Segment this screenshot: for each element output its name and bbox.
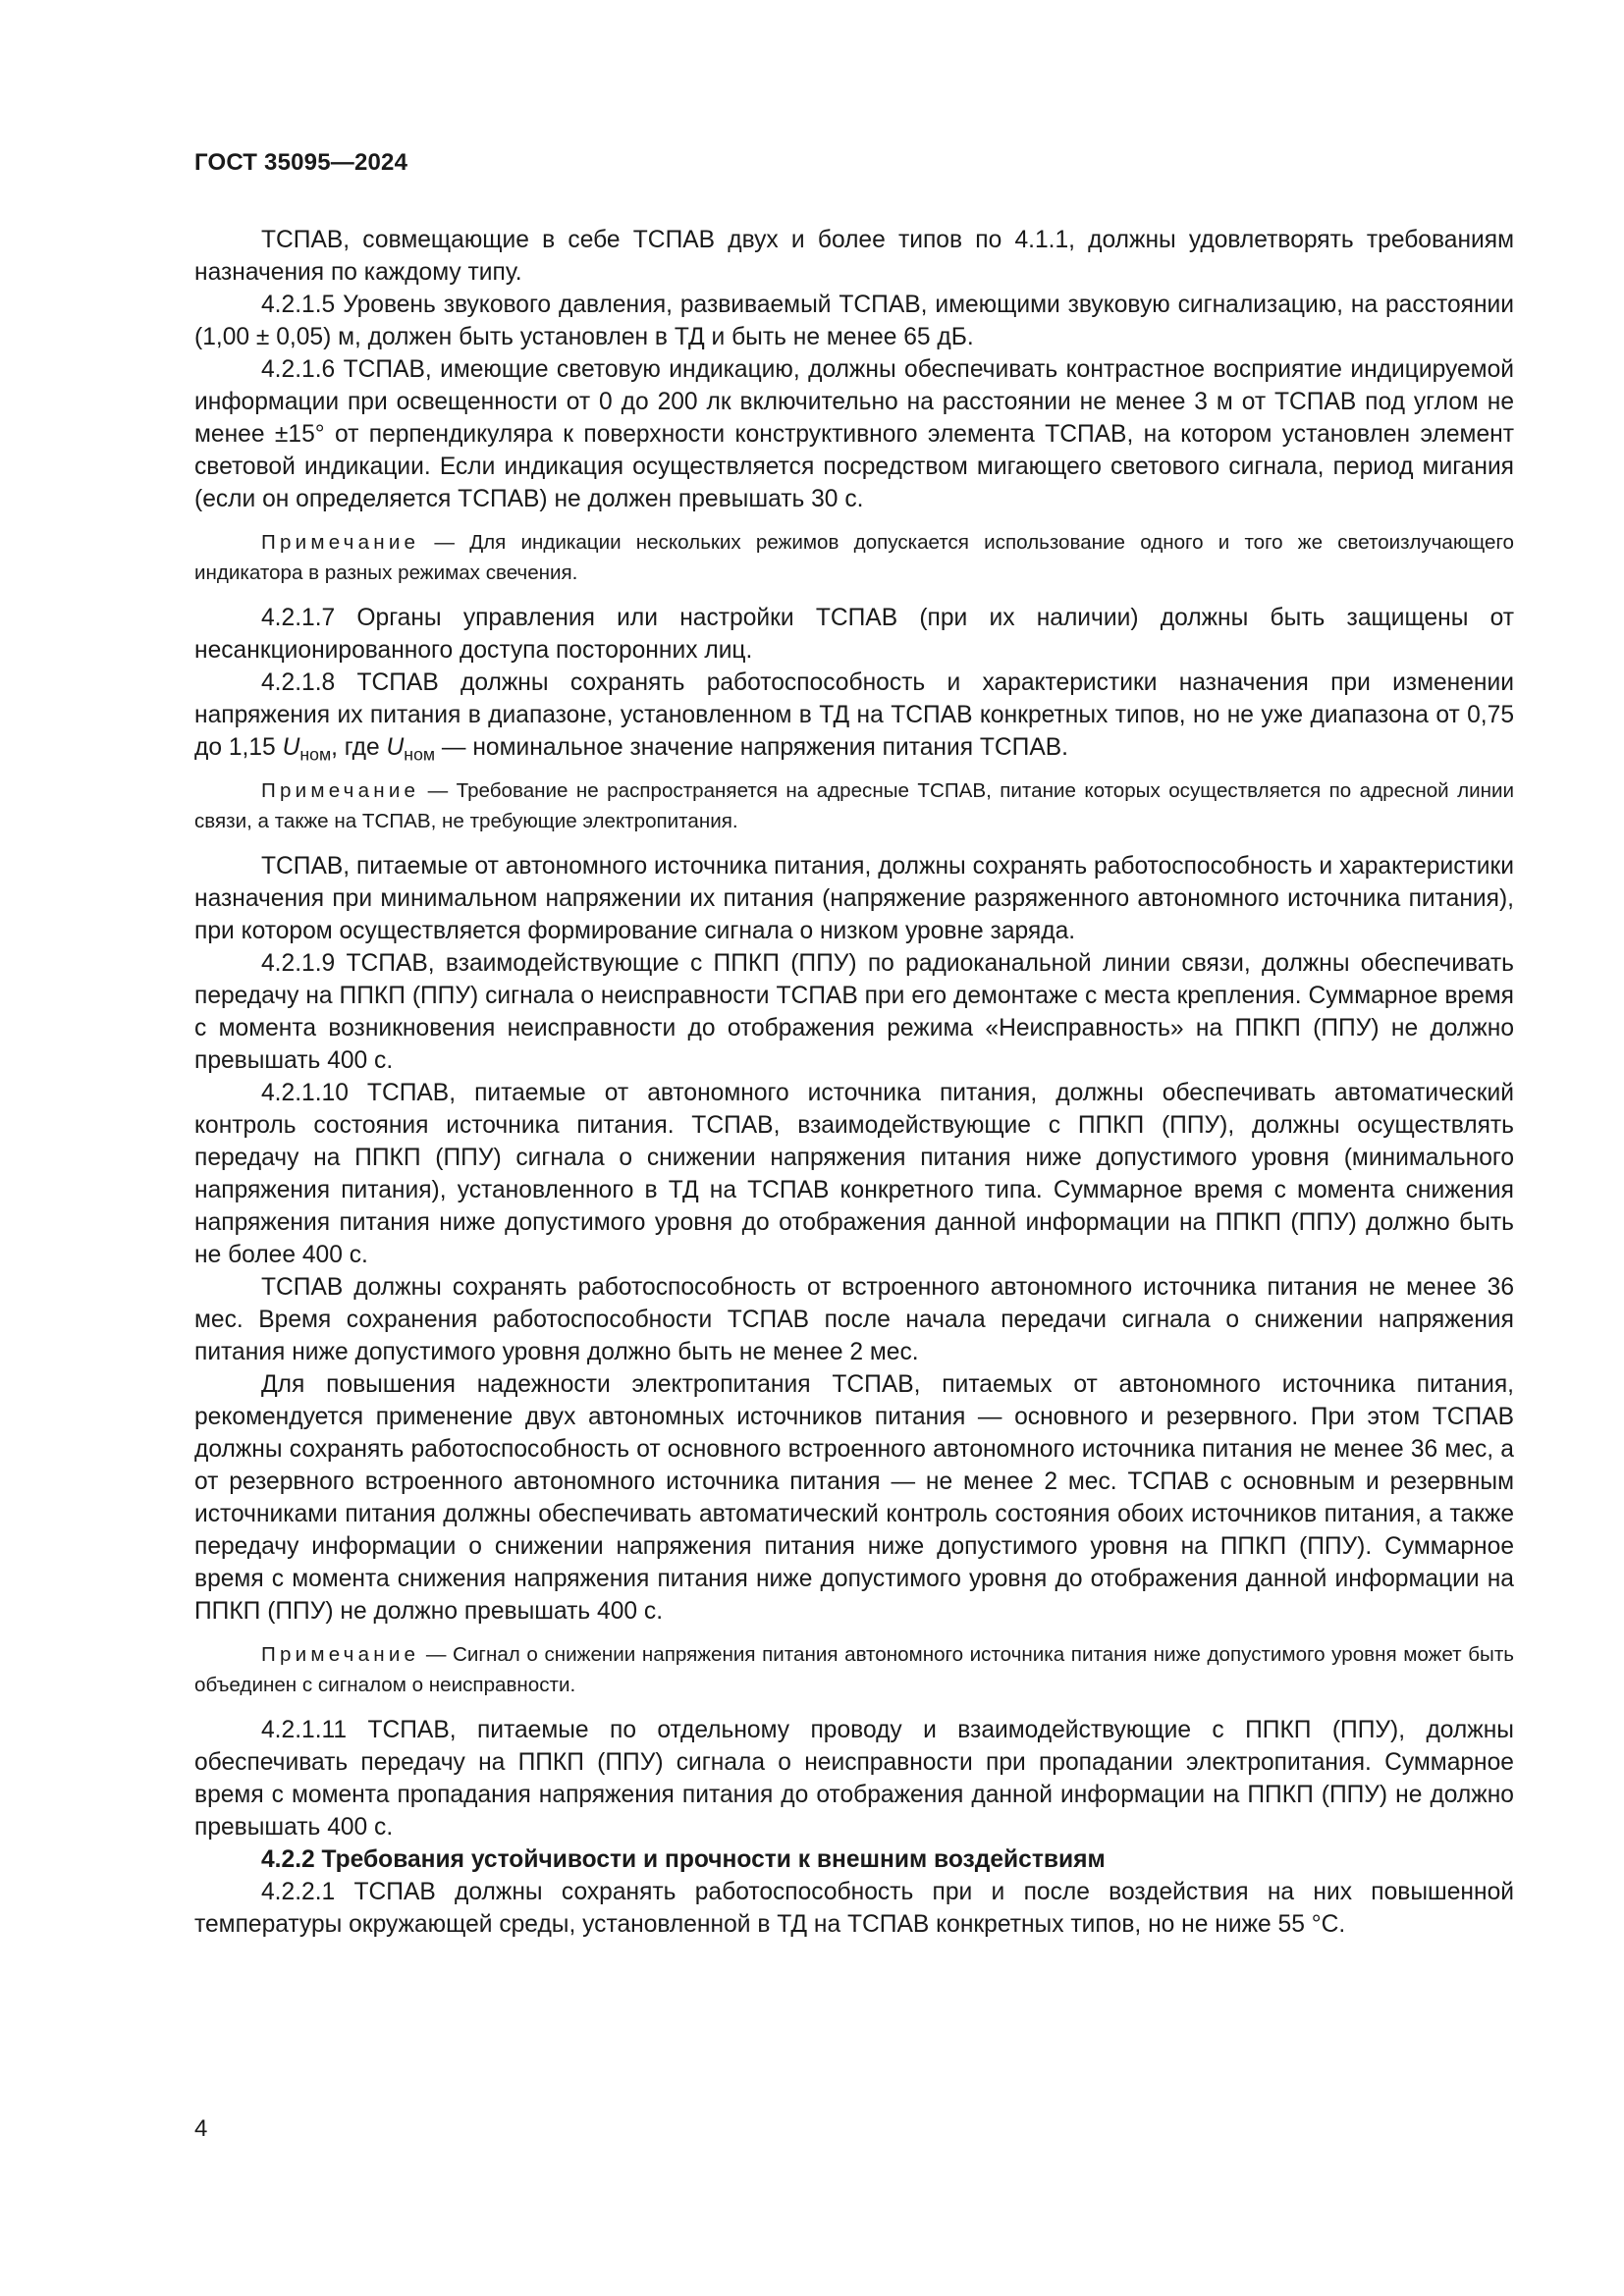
- clause-4-2-1-7: 4.2.1.7 Органы управления или настройки ТСПАВ (при их наличии) должны быть защищены от несанкционированного доступа посторонних лиц.: [194, 605, 1514, 664]
- paragraph: ТСПАВ должны сохранять работоспособность от встроенного автономного источника питания не менее 36 мес. Время сохранения работоспособности ТСПАВ после начала передачи сигнала о снижении напряжения питания ниже допустимого уровня должно быть не менее 2 мес.: [194, 1274, 1514, 1365]
- paragraph: ТСПАВ, совмещающие в себе ТСПАВ двух и более типов по 4.1.1, должны удовлетворять требованиям назначения по каждому типу.: [194, 227, 1514, 286]
- note-text: — Требование не распространяется на адресные ТСПАВ, питание которых осуществляется по адресной линии связи, а также на ТСПАВ, не требующие электропитания.: [194, 779, 1514, 832]
- note: [194, 527, 1514, 588]
- clause-4-2-1-6: 4.2.1.6 ТСПАВ, имеющие световую индикацию, должны обеспечивать контрастное восприятие индицируемой информации при освещенности от 0 до 200 лк включительно на расстоянии не менее 3 м от ТСПАВ под углом не менее ±15° от перпендикуляра к поверхности конструктивного элемента ТСПАВ, на котором установлен элемент световой индикации. Если индикация осуществляется посредством мигающего светового сигнала, период мигания (если он определяется ТСПАВ) не должен превышать 30 с.: [194, 356, 1514, 512]
- clause-4-2-1-11: 4.2.1.11 ТСПАВ, питаемые по отдельному проводу и взаимодействующие с ППКП (ППУ), должны обеспечивать передачу на ППКП (ППУ) сигнала о неисправности при пропадании электропитания. Суммарное время с момента пропадания напряжения питания до отображения данной информации на ППКП (ППУ) не должно превышать 400 с.: [194, 1717, 1514, 1841]
- paragraph: ТСПАВ, питаемые от автономного источника питания, должны сохранять работоспособность и характеристики назначения при минимальном напряжении их питания (напряжение разряженного автономного источника питания), при котором осуществляется формирование сигнала о низком уровне заряда.: [194, 853, 1514, 944]
- u-subscript: ном: [404, 744, 436, 765]
- note-text: — Для индикации нескольких режимов допускается использование одного и того же светоизлучающего индикатора в разных режимах свечения.: [194, 531, 1514, 584]
- note-label: Примечание: [261, 779, 420, 802]
- note-label: Примечание: [261, 531, 420, 554]
- note: [194, 775, 1514, 836]
- page-number: 4: [194, 2115, 208, 2142]
- u-symbol: U: [386, 734, 405, 761]
- section-heading-4-2-2: 4.2.2 Требования устойчивости и прочности к внешним воздействиям: [261, 1846, 1106, 1873]
- note-label: Примечание: [261, 1643, 420, 1666]
- clause-4-2-2-1: 4.2.2.1 ТСПАВ должны сохранять работоспособность при и после воздействия на них повышенной температуры окружающей среды, установленной в ТД на ТСПАВ конкретных типов, но не ниже 55 °С.: [194, 1879, 1514, 1938]
- clause-4-2-1-5: 4.2.1.5 Уровень звукового давления, развиваемый ТСПАВ, имеющими звуковую сигнализацию, на расстоянии (1,00 ± 0,05) м, должен быть установлен в ТД и быть не менее 65 дБ.: [194, 292, 1514, 350]
- clause-4-2-1-10: 4.2.1.10 ТСПАВ, питаемые от автономного источника питания, должны обеспечивать автоматический контроль состояния источника питания. ТСПАВ, взаимодействующие с ППКП (ППУ), должны осуществлять передачу на ППКП (ППУ) сигнала о снижении напряжения питания ниже допустимого уровня (минимального напряжения питания), установленного в ТД на ТСПАВ конкретного типа. Суммарное время с момента снижения напряжения питания ниже допустимого уровня до отображения данной информации на ППКП (ППУ) должно быть не более 400 с.: [194, 1080, 1514, 1268]
- document-body: [194, 224, 1514, 1941]
- note-text: — Сигнал о снижении напряжения питания автономного источника питания ниже допустимого уровня может быть объединен с сигналом о неисправности.: [194, 1643, 1514, 1696]
- clause-4-2-1-8: 4.2.1.8 ТСПАВ должны сохранять работоспособность и характеристики назначения при изменении напряжения их питания в диапазоне, установленном в ТД на ТСПАВ конкретных типов, но не уже диапазона от 0,75 до 1,15 $U_{ном}$, где $U_{ном}$ — номинальное значение напряжения питания ТСПАВ.: [194, 669, 1514, 765]
- u-subscript: ном: [299, 744, 332, 765]
- clause-4-2-1-9: 4.2.1.9 ТСПАВ, взаимодействующие с ППКП (ППУ) по радиоканальной линии связи, должны обеспечивать передачу на ППКП (ППУ) сигнала о неисправности ТСПАВ при его демонтаже с места крепления. Суммарное время с момента возникновения неисправности до отображения режима «Неисправность» на ППКП (ППУ) не должно превышать 400 с.: [194, 950, 1514, 1074]
- u-symbol: U: [282, 734, 300, 761]
- document-header: ГОСТ 35095—2024: [194, 149, 408, 176]
- note: [194, 1639, 1514, 1700]
- paragraph: Для повышения надежности электропитания ТСПАВ, питаемых от автономного источника питания, рекомендуется применение двух автономных источников питания — основного и резервного. При этом ТСПАВ должны сохранять работоспособность от основного встроенного автономного источника питания не менее 36 мес, а от резервного встроенного автономного источника питания — не менее 2 мес. ТСПАВ с основным и резервным источниками питания должны обеспечивать автоматический контроль состояния обоих источников питания, а также передачу информации о снижении напряжения питания ниже допустимого уровня на ППКП (ППУ). Суммарное время с момента снижения напряжения питания ниже допустимого уровня до отображения данной информации на ППКП (ППУ) не должно превышать 400 с.: [194, 1371, 1514, 1625]
